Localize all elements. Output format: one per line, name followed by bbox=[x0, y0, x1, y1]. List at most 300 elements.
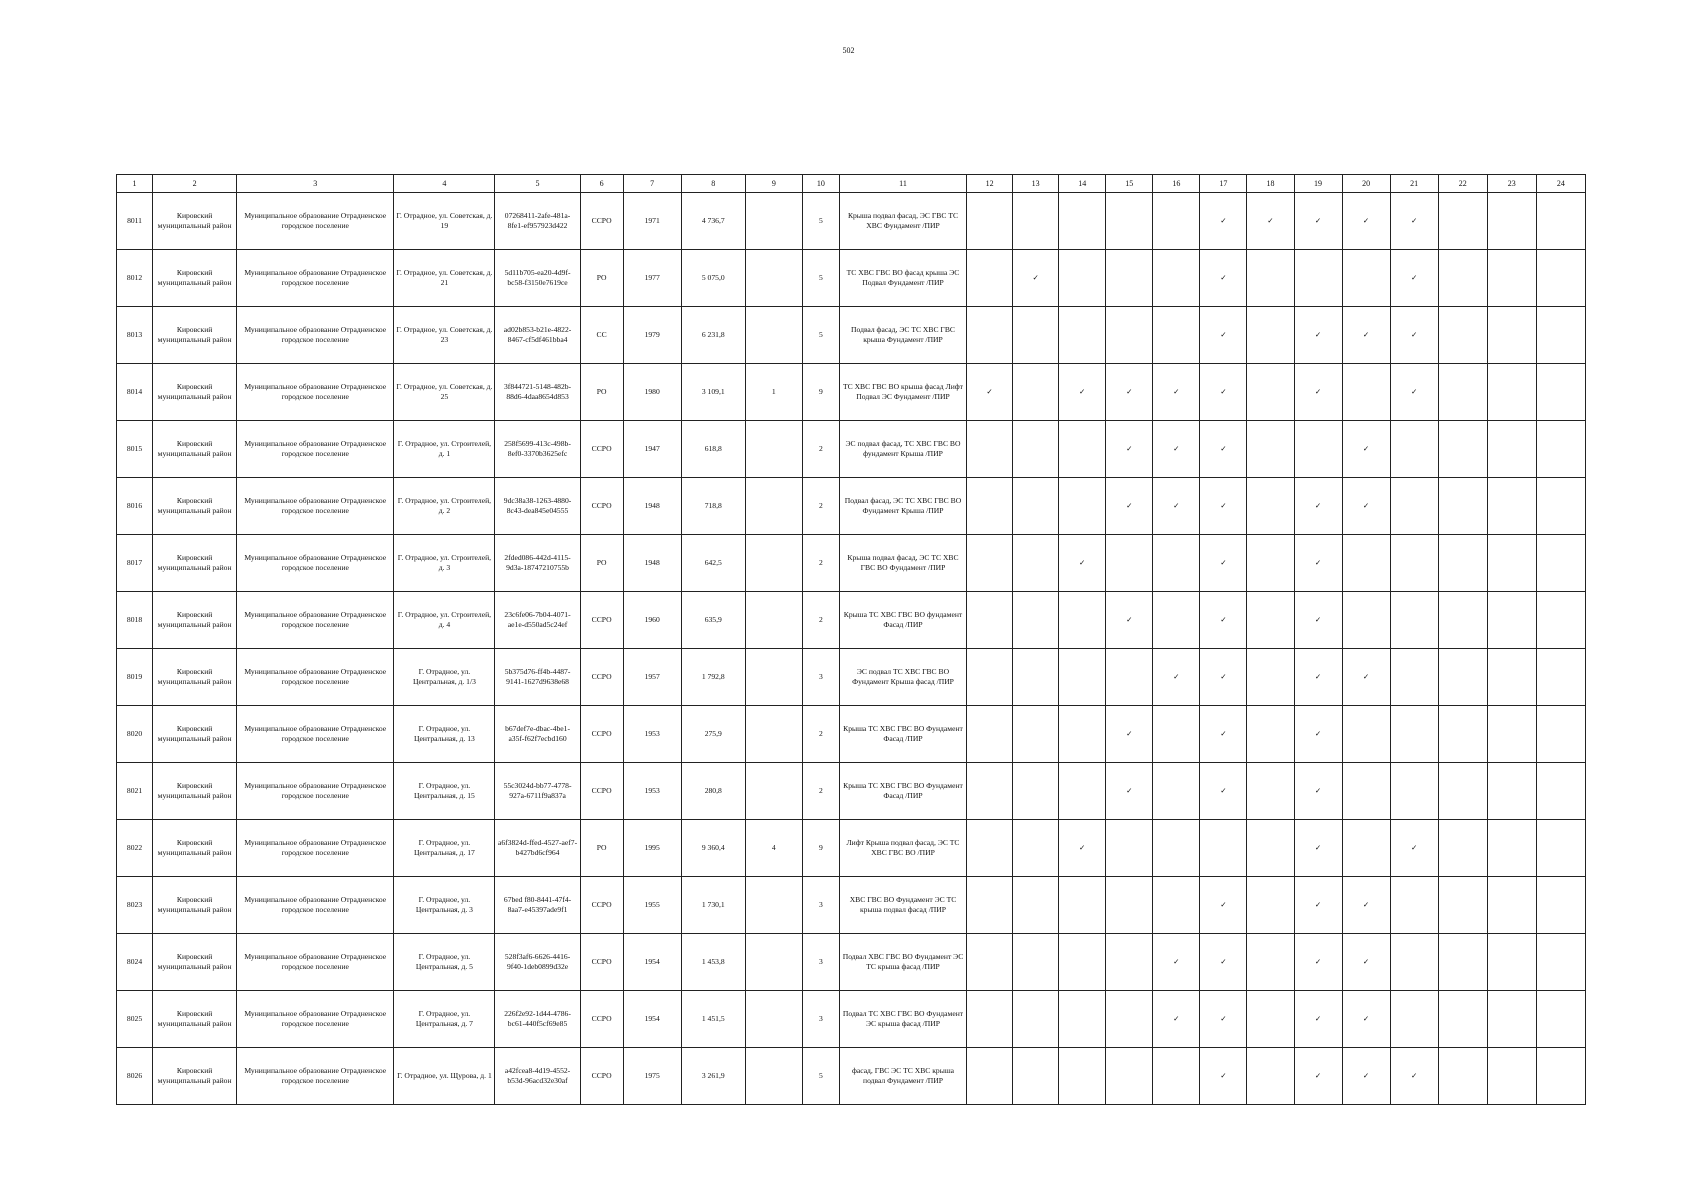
check-cell-col-17 bbox=[1200, 649, 1247, 706]
check-cell-col-21 bbox=[1390, 193, 1438, 250]
check-cell-col-18 bbox=[1247, 307, 1294, 364]
address-cell: Г. Отрадное, ул. Советская, д. 21 bbox=[394, 250, 495, 307]
checkmark-icon: ✓ bbox=[1220, 558, 1227, 567]
address-cell: Г. Отрадное, ул. Строителей, д. 1 bbox=[394, 421, 495, 478]
check-cell-col-24 bbox=[1536, 478, 1585, 535]
check-cell-col-21 bbox=[1390, 250, 1438, 307]
check-cell-col-17 bbox=[1200, 820, 1247, 877]
check-cell-col-20 bbox=[1342, 934, 1390, 991]
check-cell-col-19 bbox=[1294, 592, 1342, 649]
check-cell-col-17 bbox=[1200, 763, 1247, 820]
column-10-cell: 3 bbox=[802, 649, 839, 706]
check-cell-col-13 bbox=[1013, 763, 1059, 820]
checkmark-icon: ✓ bbox=[1410, 843, 1418, 852]
checkmark-icon: ✓ bbox=[1314, 501, 1322, 510]
check-cell-col-13 bbox=[1013, 1048, 1059, 1105]
check-cell-col-22 bbox=[1438, 649, 1487, 706]
check-cell-col-14 bbox=[1059, 1048, 1106, 1105]
check-cell-col-23 bbox=[1487, 364, 1536, 421]
check-cell-col-17 bbox=[1200, 877, 1247, 934]
checkmark-icon: ✓ bbox=[1079, 843, 1086, 852]
management-type-cell: ССРО bbox=[580, 1048, 623, 1105]
check-cell-col-19 bbox=[1294, 706, 1342, 763]
checkmark-icon: ✓ bbox=[1410, 1071, 1418, 1080]
checkmark-icon: ✓ bbox=[1362, 216, 1370, 225]
check-cell-col-19 bbox=[1294, 193, 1342, 250]
checkmark-icon: ✓ bbox=[1173, 957, 1180, 966]
check-cell-col-19 bbox=[1294, 307, 1342, 364]
checkmark-icon: ✓ bbox=[1267, 216, 1274, 225]
check-cell-col-24 bbox=[1536, 307, 1585, 364]
checkmark-icon: ✓ bbox=[1314, 1014, 1322, 1023]
check-cell-col-19 bbox=[1294, 763, 1342, 820]
guid-cell: ad02b853-b21e-4822-8467-cf5df461bba4 bbox=[495, 307, 580, 364]
district-cell: Кировский муниципальный район bbox=[153, 820, 237, 877]
check-cell-col-17 bbox=[1200, 250, 1247, 307]
check-cell-col-13 bbox=[1013, 991, 1059, 1048]
address-cell: Г. Отрадное, ул. Щурова, д. 1 bbox=[394, 1048, 495, 1105]
works-list-cell: Подвал ТС ХВС ГВС ВО Фундамент ЭС крыша фасад /ПИР bbox=[839, 991, 966, 1048]
check-cell-col-12 bbox=[967, 193, 1013, 250]
year-cell: 1955 bbox=[623, 877, 681, 934]
check-cell-col-21 bbox=[1390, 934, 1438, 991]
row-number-cell: 8011 bbox=[117, 193, 153, 250]
district-cell: Кировский муниципальный район bbox=[153, 592, 237, 649]
year-cell: 1960 bbox=[623, 592, 681, 649]
district-cell: Кировский муниципальный район bbox=[153, 535, 237, 592]
check-cell-col-12 bbox=[967, 763, 1013, 820]
check-cell-col-14 bbox=[1059, 763, 1106, 820]
column-header-21: 21 bbox=[1390, 175, 1438, 193]
check-cell-col-18 bbox=[1247, 820, 1294, 877]
management-type-cell: ССРО bbox=[580, 592, 623, 649]
check-cell-col-23 bbox=[1487, 421, 1536, 478]
management-type-cell: ССРО bbox=[580, 193, 623, 250]
table-row bbox=[117, 421, 1586, 478]
checkmark-icon: ✓ bbox=[1410, 387, 1418, 396]
column-9-cell bbox=[745, 649, 802, 706]
check-cell-col-13 bbox=[1013, 820, 1059, 877]
check-cell-col-15 bbox=[1106, 592, 1153, 649]
address-cell: Г. Отрадное, ул. Строителей, д. 4 bbox=[394, 592, 495, 649]
check-cell-col-20 bbox=[1342, 877, 1390, 934]
check-cell-col-24 bbox=[1536, 820, 1585, 877]
checkmark-icon: ✓ bbox=[1362, 672, 1370, 681]
address-cell: Г. Отрадное, ул. Центральная, д. 7 bbox=[394, 991, 495, 1048]
check-cell-col-16 bbox=[1153, 877, 1200, 934]
district-cell: Кировский муниципальный район bbox=[153, 706, 237, 763]
check-cell-col-12 bbox=[967, 421, 1013, 478]
check-cell-col-18 bbox=[1247, 421, 1294, 478]
check-cell-col-23 bbox=[1487, 934, 1536, 991]
checkmark-icon: ✓ bbox=[1173, 387, 1180, 396]
municipality-cell: Муниципальное образование Отрадненское городское поселение bbox=[237, 649, 394, 706]
check-cell-col-18 bbox=[1247, 649, 1294, 706]
check-cell-col-15 bbox=[1106, 1048, 1153, 1105]
check-cell-col-24 bbox=[1536, 763, 1585, 820]
check-cell-col-23 bbox=[1487, 877, 1536, 934]
check-cell-col-19 bbox=[1294, 478, 1342, 535]
area-cell: 275,9 bbox=[681, 706, 745, 763]
row-number-cell: 8020 bbox=[117, 706, 153, 763]
check-cell-col-23 bbox=[1487, 193, 1536, 250]
check-cell-col-21 bbox=[1390, 991, 1438, 1048]
table-row bbox=[117, 1048, 1586, 1105]
management-type-cell: РО bbox=[580, 250, 623, 307]
checkmark-icon: ✓ bbox=[1220, 330, 1227, 339]
check-cell-col-18 bbox=[1247, 991, 1294, 1048]
table-row bbox=[117, 478, 1586, 535]
works-list-cell: ТС ХВС ГВС ВО крыша фасад Лифт Подвал ЭС Фундамент /ПИР bbox=[839, 364, 966, 421]
check-cell-col-12 bbox=[967, 535, 1013, 592]
column-header-6: 6 bbox=[580, 175, 623, 193]
municipality-cell: Муниципальное образование Отрадненское городское поселение bbox=[237, 820, 394, 877]
check-cell-col-20 bbox=[1342, 193, 1390, 250]
guid-cell: a6f3824d-ffed-4527-aef7-b427bd6cf964 bbox=[495, 820, 580, 877]
checkmark-icon: ✓ bbox=[1314, 900, 1322, 909]
column-header-4: 4 bbox=[394, 175, 495, 193]
address-cell: Г. Отрадное, ул. Строителей, д. 3 bbox=[394, 535, 495, 592]
check-cell-col-21 bbox=[1390, 364, 1438, 421]
table-row bbox=[117, 307, 1586, 364]
area-cell: 635,9 bbox=[681, 592, 745, 649]
guid-cell: 2fded086-442d-4115-9d3a-18747210755b bbox=[495, 535, 580, 592]
checkmark-icon: ✓ bbox=[1220, 501, 1227, 510]
table-row bbox=[117, 763, 1586, 820]
row-number-cell: 8024 bbox=[117, 934, 153, 991]
column-9-cell bbox=[745, 307, 802, 364]
row-number-cell: 8022 bbox=[117, 820, 153, 877]
column-10-cell: 5 bbox=[802, 307, 839, 364]
checkmark-icon: ✓ bbox=[1220, 786, 1227, 795]
checkmark-icon: ✓ bbox=[1362, 900, 1370, 909]
check-cell-col-15 bbox=[1106, 535, 1153, 592]
check-cell-col-19 bbox=[1294, 1048, 1342, 1105]
checkmark-icon: ✓ bbox=[1220, 216, 1227, 225]
check-cell-col-24 bbox=[1536, 592, 1585, 649]
check-cell-col-23 bbox=[1487, 535, 1536, 592]
check-cell-col-20 bbox=[1342, 763, 1390, 820]
check-cell-col-22 bbox=[1438, 820, 1487, 877]
area-cell: 718,8 bbox=[681, 478, 745, 535]
checkmark-icon: ✓ bbox=[1220, 444, 1227, 453]
check-cell-col-14 bbox=[1059, 706, 1106, 763]
year-cell: 1995 bbox=[623, 820, 681, 877]
row-number-cell: 8013 bbox=[117, 307, 153, 364]
check-cell-col-16 bbox=[1153, 592, 1200, 649]
check-cell-col-24 bbox=[1536, 1048, 1585, 1105]
column-9-cell bbox=[745, 934, 802, 991]
check-cell-col-20 bbox=[1342, 307, 1390, 364]
guid-cell: 5b375d76-ff4b-4487-9141-1627d9638e68 bbox=[495, 649, 580, 706]
checkmark-icon: ✓ bbox=[1314, 216, 1322, 225]
column-header-24: 24 bbox=[1536, 175, 1585, 193]
row-number-cell: 8015 bbox=[117, 421, 153, 478]
area-cell: 5 075,0 bbox=[681, 250, 745, 307]
municipality-cell: Муниципальное образование Отрадненское городское поселение bbox=[237, 763, 394, 820]
check-cell-col-17 bbox=[1200, 1048, 1247, 1105]
check-cell-col-18 bbox=[1247, 250, 1294, 307]
check-cell-col-21 bbox=[1390, 478, 1438, 535]
table-row bbox=[117, 649, 1586, 706]
check-cell-col-13 bbox=[1013, 535, 1059, 592]
column-header-13: 13 bbox=[1013, 175, 1059, 193]
registry-table bbox=[116, 174, 1586, 1105]
check-cell-col-14 bbox=[1059, 250, 1106, 307]
checkmark-icon: ✓ bbox=[1314, 1071, 1322, 1080]
works-list-cell: Крыша подвал фасад, ЭС ТС ХВС ГВС ВО Фундамент /ПИР bbox=[839, 535, 966, 592]
check-cell-col-23 bbox=[1487, 478, 1536, 535]
address-cell: Г. Отрадное, ул. Центральная, д. 17 bbox=[394, 820, 495, 877]
check-cell-col-22 bbox=[1438, 364, 1487, 421]
column-header-18: 18 bbox=[1247, 175, 1294, 193]
column-9-cell bbox=[745, 706, 802, 763]
management-type-cell: РО bbox=[580, 535, 623, 592]
column-9-cell: 4 bbox=[745, 820, 802, 877]
check-cell-col-23 bbox=[1487, 250, 1536, 307]
row-number-cell: 8026 bbox=[117, 1048, 153, 1105]
check-cell-col-12 bbox=[967, 820, 1013, 877]
guid-cell: 67bed f80-8441-47f4-8aa7-e45397ade9f1 bbox=[495, 877, 580, 934]
column-9-cell bbox=[745, 991, 802, 1048]
check-cell-col-12 bbox=[967, 250, 1013, 307]
check-cell-col-12 bbox=[967, 877, 1013, 934]
check-cell-col-23 bbox=[1487, 706, 1536, 763]
check-cell-col-15 bbox=[1106, 193, 1153, 250]
check-cell-col-24 bbox=[1536, 193, 1585, 250]
check-cell-col-20 bbox=[1342, 649, 1390, 706]
district-cell: Кировский муниципальный район bbox=[153, 364, 237, 421]
year-cell: 1980 bbox=[623, 364, 681, 421]
row-number-cell: 8023 bbox=[117, 877, 153, 934]
checkmark-icon: ✓ bbox=[1220, 729, 1227, 738]
column-9-cell bbox=[745, 193, 802, 250]
check-cell-col-14 bbox=[1059, 421, 1106, 478]
column-header-12: 12 bbox=[967, 175, 1013, 193]
area-cell: 4 736,7 bbox=[681, 193, 745, 250]
check-cell-col-16 bbox=[1153, 706, 1200, 763]
guid-cell: 07268411-2afe-481a-8fe1-ef957923d422 bbox=[495, 193, 580, 250]
check-cell-col-17 bbox=[1200, 592, 1247, 649]
checkmark-icon: ✓ bbox=[1173, 501, 1180, 510]
municipality-cell: Муниципальное образование Отрадненское городское поселение bbox=[237, 421, 394, 478]
column-header-11: 11 bbox=[839, 175, 966, 193]
management-type-cell: ССРО bbox=[580, 706, 623, 763]
address-cell: Г. Отрадное, ул. Центральная, д. 3 bbox=[394, 877, 495, 934]
year-cell: 1953 bbox=[623, 706, 681, 763]
works-list-cell: ЭС подвал ТС ХВС ГВС ВО Фундамент Крыша фасад /ПИР bbox=[839, 649, 966, 706]
check-cell-col-18 bbox=[1247, 1048, 1294, 1105]
checkmark-icon: ✓ bbox=[1410, 216, 1418, 225]
area-cell: 642,5 bbox=[681, 535, 745, 592]
column-header-16: 16 bbox=[1153, 175, 1200, 193]
check-cell-col-16 bbox=[1153, 535, 1200, 592]
district-cell: Кировский муниципальный район bbox=[153, 649, 237, 706]
column-header-19: 19 bbox=[1294, 175, 1342, 193]
guid-cell: 528f3af6-6626-4416-9f40-1deb0899d32e bbox=[495, 934, 580, 991]
municipality-cell: Муниципальное образование Отрадненское городское поселение bbox=[237, 364, 394, 421]
check-cell-col-22 bbox=[1438, 877, 1487, 934]
check-cell-col-16 bbox=[1153, 307, 1200, 364]
check-cell-col-19 bbox=[1294, 877, 1342, 934]
row-number-cell: 8021 bbox=[117, 763, 153, 820]
check-cell-col-14 bbox=[1059, 592, 1106, 649]
check-cell-col-20 bbox=[1342, 364, 1390, 421]
table-row bbox=[117, 877, 1586, 934]
check-cell-col-23 bbox=[1487, 820, 1536, 877]
check-cell-col-17 bbox=[1200, 478, 1247, 535]
check-cell-col-15 bbox=[1106, 763, 1153, 820]
checkmark-icon: ✓ bbox=[1314, 615, 1322, 624]
check-cell-col-16 bbox=[1153, 763, 1200, 820]
check-cell-col-15 bbox=[1106, 421, 1153, 478]
check-cell-col-24 bbox=[1536, 934, 1585, 991]
check-cell-col-16 bbox=[1153, 1048, 1200, 1105]
column-9-cell bbox=[745, 478, 802, 535]
area-cell: 1 792,8 bbox=[681, 649, 745, 706]
check-cell-col-14 bbox=[1059, 535, 1106, 592]
check-cell-col-14 bbox=[1059, 877, 1106, 934]
address-cell: Г. Отрадное, ул. Советская, д. 19 bbox=[394, 193, 495, 250]
column-10-cell: 5 bbox=[802, 250, 839, 307]
check-cell-col-18 bbox=[1247, 706, 1294, 763]
check-cell-col-13 bbox=[1013, 250, 1059, 307]
check-cell-col-22 bbox=[1438, 763, 1487, 820]
municipality-cell: Муниципальное образование Отрадненское городское поселение bbox=[237, 991, 394, 1048]
column-header-20: 20 bbox=[1342, 175, 1390, 193]
checkmark-icon: ✓ bbox=[1314, 786, 1322, 795]
check-cell-col-12 bbox=[967, 478, 1013, 535]
check-cell-col-17 bbox=[1200, 535, 1247, 592]
column-10-cell: 2 bbox=[802, 592, 839, 649]
area-cell: 6 231,8 bbox=[681, 307, 745, 364]
check-cell-col-20 bbox=[1342, 991, 1390, 1048]
year-cell: 1971 bbox=[623, 193, 681, 250]
check-cell-col-19 bbox=[1294, 820, 1342, 877]
address-cell: Г. Отрадное, ул. Центральная, д. 15 bbox=[394, 763, 495, 820]
table-row bbox=[117, 706, 1586, 763]
check-cell-col-15 bbox=[1106, 820, 1153, 877]
check-cell-col-21 bbox=[1390, 877, 1438, 934]
check-cell-col-22 bbox=[1438, 991, 1487, 1048]
check-cell-col-13 bbox=[1013, 421, 1059, 478]
area-cell: 9 360,4 bbox=[681, 820, 745, 877]
check-cell-col-20 bbox=[1342, 535, 1390, 592]
check-cell-col-16 bbox=[1153, 421, 1200, 478]
guid-cell: a42fcea8-4d19-4552-b53d-96acd32e30af bbox=[495, 1048, 580, 1105]
table-row bbox=[117, 820, 1586, 877]
check-cell-col-17 bbox=[1200, 193, 1247, 250]
checkmark-icon: ✓ bbox=[1126, 786, 1133, 795]
checkmark-icon: ✓ bbox=[1314, 387, 1322, 396]
checkmark-icon: ✓ bbox=[1220, 1014, 1227, 1023]
municipality-cell: Муниципальное образование Отрадненское городское поселение bbox=[237, 535, 394, 592]
row-number-cell: 8016 bbox=[117, 478, 153, 535]
district-cell: Кировский муниципальный район bbox=[153, 991, 237, 1048]
column-header-17: 17 bbox=[1200, 175, 1247, 193]
checkmark-icon: ✓ bbox=[1220, 957, 1227, 966]
check-cell-col-22 bbox=[1438, 535, 1487, 592]
address-cell: Г. Отрадное, ул. Центральная, д. 1/3 bbox=[394, 649, 495, 706]
district-cell: Кировский муниципальный район bbox=[153, 877, 237, 934]
check-cell-col-12 bbox=[967, 592, 1013, 649]
year-cell: 1954 bbox=[623, 991, 681, 1048]
check-cell-col-22 bbox=[1438, 1048, 1487, 1105]
checkmark-icon: ✓ bbox=[1126, 501, 1133, 510]
year-cell: 1948 bbox=[623, 478, 681, 535]
column-header-5: 5 bbox=[495, 175, 580, 193]
check-cell-col-18 bbox=[1247, 763, 1294, 820]
check-cell-col-21 bbox=[1390, 649, 1438, 706]
check-cell-col-14 bbox=[1059, 364, 1106, 421]
checkmark-icon: ✓ bbox=[1314, 843, 1322, 852]
district-cell: Кировский муниципальный район bbox=[153, 193, 237, 250]
check-cell-col-15 bbox=[1106, 307, 1153, 364]
year-cell: 1954 bbox=[623, 934, 681, 991]
check-cell-col-16 bbox=[1153, 649, 1200, 706]
check-cell-col-12 bbox=[967, 307, 1013, 364]
area-cell: 280,8 bbox=[681, 763, 745, 820]
check-cell-col-16 bbox=[1153, 193, 1200, 250]
check-cell-col-21 bbox=[1390, 307, 1438, 364]
checkmark-icon: ✓ bbox=[1220, 672, 1227, 681]
area-cell: 1 730,1 bbox=[681, 877, 745, 934]
management-type-cell: ССРО bbox=[580, 991, 623, 1048]
municipality-cell: Муниципальное образование Отрадненское городское поселение bbox=[237, 706, 394, 763]
column-9-cell bbox=[745, 250, 802, 307]
check-cell-col-15 bbox=[1106, 934, 1153, 991]
table-row bbox=[117, 193, 1586, 250]
check-cell-col-15 bbox=[1106, 250, 1153, 307]
column-9-cell: 1 bbox=[745, 364, 802, 421]
check-cell-col-14 bbox=[1059, 934, 1106, 991]
check-cell-col-13 bbox=[1013, 877, 1059, 934]
area-cell: 3 109,1 bbox=[681, 364, 745, 421]
checkmark-icon: ✓ bbox=[1079, 387, 1086, 396]
checkmark-icon: ✓ bbox=[1220, 387, 1227, 396]
row-number-cell: 8012 bbox=[117, 250, 153, 307]
check-cell-col-16 bbox=[1153, 934, 1200, 991]
row-number-cell: 8025 bbox=[117, 991, 153, 1048]
check-cell-col-20 bbox=[1342, 1048, 1390, 1105]
works-list-cell: Крыша подвал фасад, ЭС ГВС ТС ХВС Фундамент /ПИР bbox=[839, 193, 966, 250]
check-cell-col-21 bbox=[1390, 592, 1438, 649]
guid-cell: b67def7e-dbac-4be1-a35f-f62f7ecbd160 bbox=[495, 706, 580, 763]
column-10-cell: 2 bbox=[802, 706, 839, 763]
guid-cell: 258f5699-413c-498b-8ef0-3370b3625efc bbox=[495, 421, 580, 478]
check-cell-col-23 bbox=[1487, 763, 1536, 820]
check-cell-col-12 bbox=[967, 706, 1013, 763]
checkmark-icon: ✓ bbox=[1126, 615, 1133, 624]
check-cell-col-14 bbox=[1059, 649, 1106, 706]
district-cell: Кировский муниципальный район bbox=[153, 307, 237, 364]
district-cell: Кировский муниципальный район bbox=[153, 250, 237, 307]
guid-cell: 3f844721-5148-482b-88d6-4daa8654d853 bbox=[495, 364, 580, 421]
management-type-cell: ССРО bbox=[580, 649, 623, 706]
check-cell-col-19 bbox=[1294, 934, 1342, 991]
check-cell-col-23 bbox=[1487, 307, 1536, 364]
column-9-cell bbox=[745, 421, 802, 478]
column-10-cell: 2 bbox=[802, 763, 839, 820]
check-cell-col-24 bbox=[1536, 421, 1585, 478]
column-header-22: 22 bbox=[1438, 175, 1487, 193]
management-type-cell: ССРО bbox=[580, 763, 623, 820]
works-list-cell: Подвал ХВС ГВС ВО Фундамент ЭС ТС крыша фасад /ПИР bbox=[839, 934, 966, 991]
works-list-cell: Крыша ТС ХВС ГВС ВО Фундамент Фасад /ПИР bbox=[839, 763, 966, 820]
guid-cell: 5d11b705-ea20-4d9f-bc58-f3150e7619ce bbox=[495, 250, 580, 307]
check-cell-col-18 bbox=[1247, 478, 1294, 535]
address-cell: Г. Отрадное, ул. Центральная, д. 13 bbox=[394, 706, 495, 763]
